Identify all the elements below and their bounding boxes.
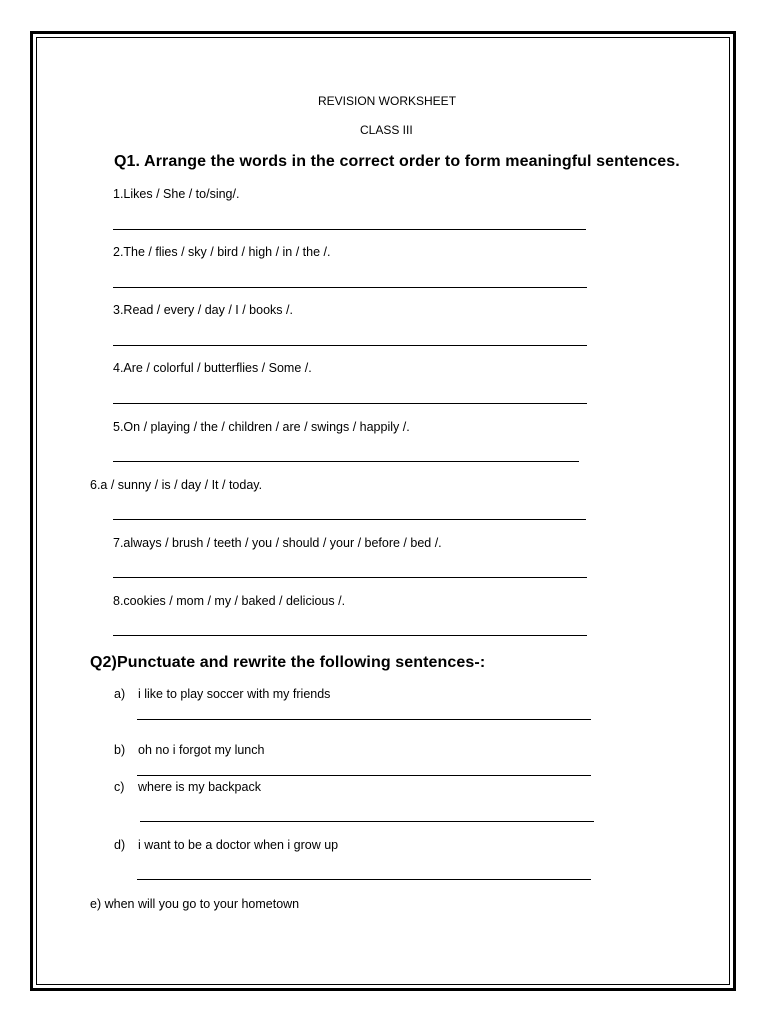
q1-item-2: 2.The / flies / sky / bird / high / in / the /. (113, 245, 331, 259)
q1-heading: Q1. Arrange the words in the correct order to form meaningful sentences. (114, 153, 680, 170)
q2-item-e: e) when will you go to your hometown (90, 897, 300, 911)
answer-line-4[interactable] (113, 403, 587, 404)
q2-item-d: i want to be a doctor when i grow up (138, 838, 339, 852)
answer-line-5[interactable] (113, 461, 579, 462)
q2-marker-a: a) (114, 687, 126, 701)
answer-line-3[interactable] (113, 345, 587, 346)
q2-item-a: i like to play soccer with my friends (138, 687, 331, 701)
q2-item-c: where is my backpack (138, 780, 261, 794)
answer-line-8[interactable] (113, 635, 587, 636)
q1-item-8: 8.cookies / mom / my / baked / delicious /. (113, 594, 346, 608)
q1-item-4: 4.Are / colorful / butterflies / Some /. (113, 361, 312, 375)
q1-item-1: 1.Likes / She / to/sing/. (113, 187, 240, 201)
q2-item-b: oh no i forgot my lunch (138, 743, 265, 757)
class-label: CLASS III (360, 123, 413, 137)
worksheet-title: REVISION WORKSHEET (318, 94, 457, 108)
answer-line-6[interactable] (113, 519, 586, 520)
answer-line-c[interactable] (140, 821, 594, 822)
answer-line-7[interactable] (113, 577, 587, 578)
q2-marker-c: c) (114, 780, 125, 794)
answer-line-1[interactable] (113, 229, 586, 230)
answer-line-a[interactable] (137, 719, 591, 720)
q1-item-3: 3.Read / every / day / I / books /. (113, 303, 293, 317)
q2-heading: Q2)Punctuate and rewrite the following sentences-: (90, 654, 486, 671)
answer-line-d[interactable] (137, 879, 591, 880)
q1-item-5: 5.On / playing / the / children / are / swings / happily /. (113, 420, 410, 434)
answer-line-2[interactable] (113, 287, 587, 288)
q2-marker-b: b) (114, 743, 126, 757)
answer-line-b[interactable] (137, 775, 591, 776)
q1-item-7: 7.always / brush / teeth / you / should / your / before / bed /. (113, 536, 442, 550)
q2-marker-d: d) (114, 838, 126, 852)
q1-item-6: 6.a / sunny / is / day / It / today. (90, 478, 263, 492)
